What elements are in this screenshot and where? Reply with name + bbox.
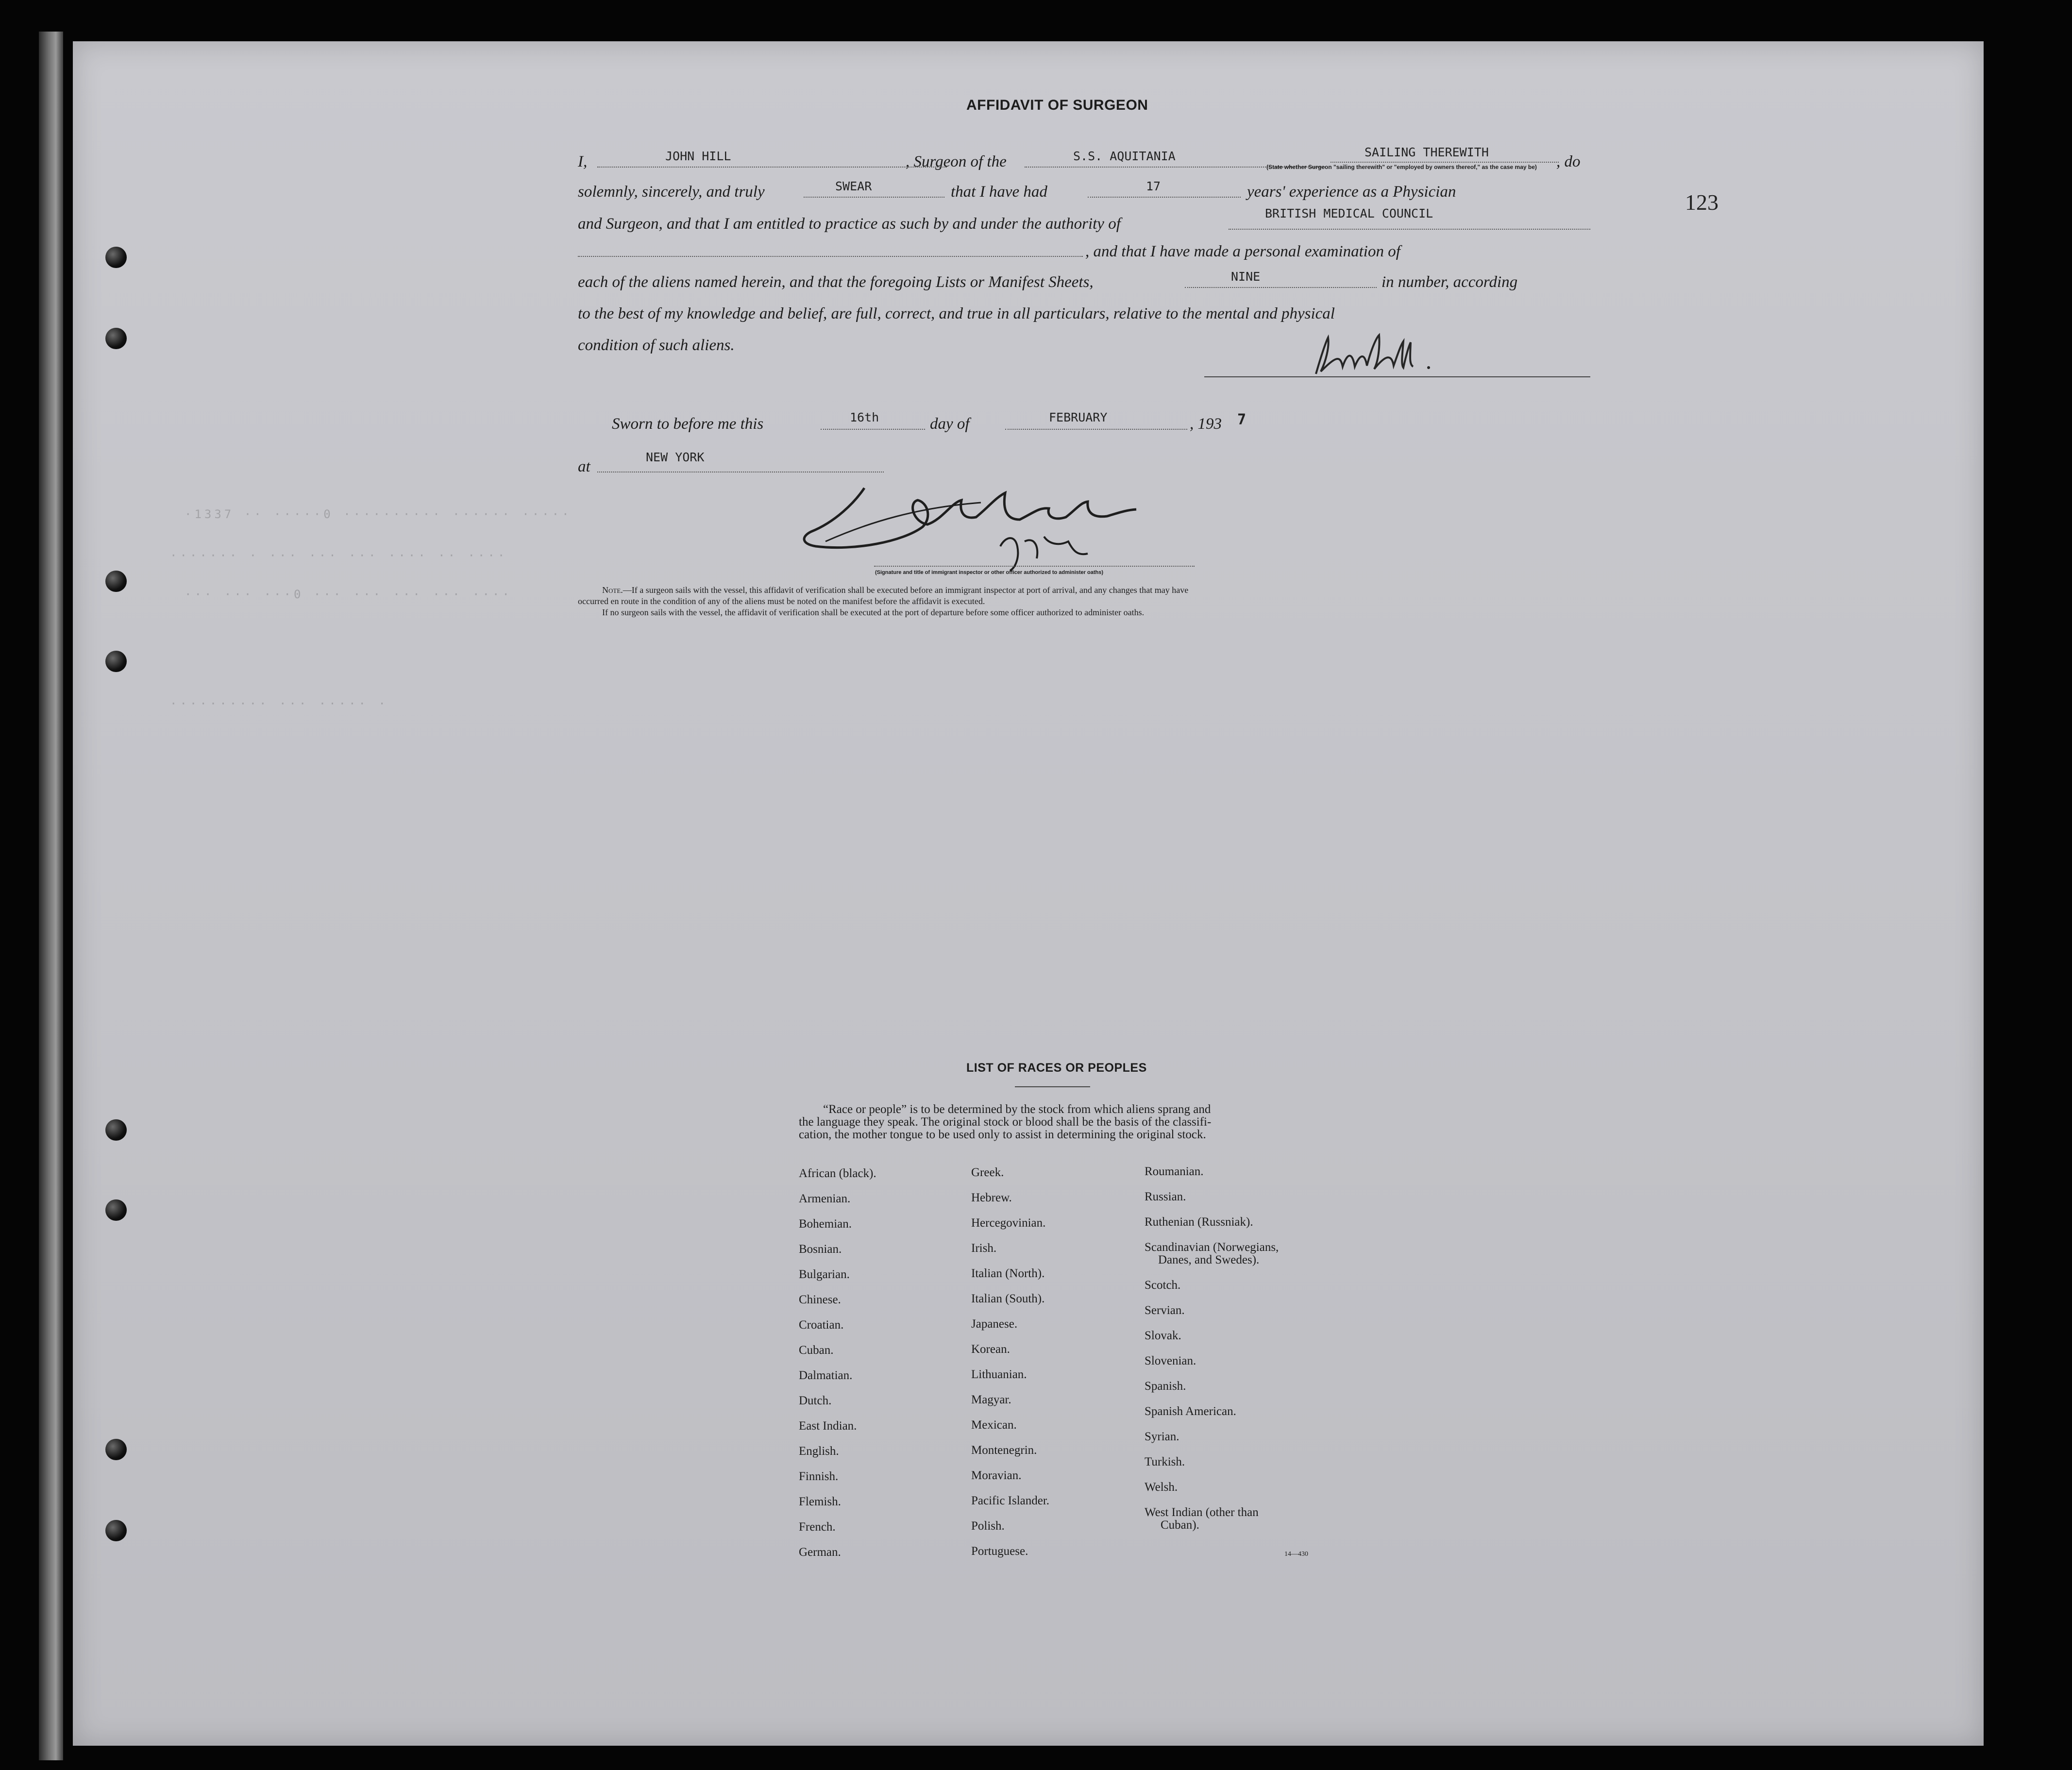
line4-text: , and that I have made a personal examination of bbox=[1085, 243, 1400, 260]
race-entry: Greek. bbox=[971, 1166, 1004, 1179]
sworn-month-field bbox=[1005, 429, 1187, 430]
race-entry: Slovenian. bbox=[1145, 1354, 1196, 1367]
line1-suffix: , do bbox=[1556, 153, 1581, 170]
race-entry: Portuguese. bbox=[971, 1545, 1028, 1558]
at-place-value: NEW YORK bbox=[646, 450, 705, 464]
oath-field bbox=[804, 197, 944, 198]
race-entry: Turkish. bbox=[1145, 1455, 1185, 1468]
race-entry: Syrian. bbox=[1145, 1430, 1179, 1443]
bleed-through-text: ·········· ··· ····· · bbox=[170, 697, 388, 710]
note-text3: If no surgeon sails with the vessel, the affidavit of verification shall be executed at the port of departure before some officer authorized to administer oaths. bbox=[602, 607, 1145, 617]
race-entry: Spanish American. bbox=[1145, 1405, 1236, 1418]
race-entry: Scotch. bbox=[1145, 1279, 1181, 1292]
race-entry: Irish. bbox=[971, 1242, 997, 1255]
form-number: 14—430 bbox=[1284, 1551, 1308, 1558]
race-entry: Cuban. bbox=[799, 1344, 834, 1357]
sworn-day-value: 16th bbox=[850, 410, 879, 424]
race-entry: German. bbox=[799, 1546, 841, 1559]
inspector-caption: (Signature and title of immigrant inspector or other officer authorized to administer oaths) bbox=[875, 570, 1103, 575]
race-entry: Scandinavian (Norwegians, bbox=[1145, 1241, 1279, 1254]
race-entry: Slovak. bbox=[1145, 1329, 1181, 1342]
race-entry: Mexican. bbox=[971, 1418, 1017, 1432]
race-entry: Spanish. bbox=[1145, 1380, 1186, 1393]
bleed-through-text: ··· ··· ···0 ··· ··· ··· ··· ···· bbox=[185, 588, 512, 601]
line2-prefix: solemnly, sincerely, and truly bbox=[578, 183, 765, 201]
sworn-year-prefix: , 193 bbox=[1190, 415, 1222, 433]
inspector-signature-line bbox=[874, 566, 1195, 567]
race-entry: Bohemian. bbox=[799, 1217, 852, 1231]
status-field bbox=[1331, 162, 1559, 163]
race-entry: Pacific Islander. bbox=[971, 1494, 1050, 1507]
status-value: SAILING THEREWITH bbox=[1364, 145, 1489, 159]
years-value: 17 bbox=[1146, 179, 1161, 193]
sheets-field bbox=[1185, 287, 1377, 288]
race-entry: Dalmatian. bbox=[799, 1369, 853, 1382]
race-entry: Bulgarian. bbox=[799, 1268, 850, 1281]
line5-suffix: in number, according bbox=[1381, 273, 1518, 291]
surgeon-name-value: JOHN HILL bbox=[665, 149, 731, 163]
races-title: LIST OF RACES OR PEOPLES bbox=[966, 1061, 1147, 1075]
race-entry: Magyar. bbox=[971, 1393, 1011, 1406]
years-field bbox=[1088, 197, 1241, 198]
line1-prefix: I, bbox=[578, 153, 588, 170]
binder-hole bbox=[105, 247, 127, 268]
races-intro-line1: “Race or people” is to be determined by the stock from which aliens sprang and bbox=[823, 1103, 1211, 1116]
race-entry: Montenegrin. bbox=[971, 1444, 1037, 1457]
authority-value: BRITISH MEDICAL COUNCIL bbox=[1265, 206, 1433, 220]
race-entry: Danes, and Swedes). bbox=[1158, 1253, 1260, 1266]
race-entry: Dutch. bbox=[799, 1394, 832, 1407]
sworn-month-value: FEBRUARY bbox=[1049, 410, 1108, 424]
authority-continued-field bbox=[578, 256, 1083, 257]
oath-value: SWEAR bbox=[835, 179, 872, 193]
race-entry: Hebrew. bbox=[971, 1191, 1012, 1204]
race-entry: Lithuanian. bbox=[971, 1368, 1027, 1381]
race-entry: Chinese. bbox=[799, 1293, 841, 1306]
races-intro-line3: cation, the mother tongue to be used only to assist in determining the original stock. bbox=[799, 1128, 1206, 1141]
surgeon-signature bbox=[1306, 328, 1432, 381]
authority-field bbox=[1229, 229, 1590, 230]
race-entry: Hercegovinian. bbox=[971, 1216, 1046, 1230]
sworn-day-label: day of bbox=[930, 415, 970, 433]
race-entry: Welsh. bbox=[1145, 1481, 1178, 1494]
race-entry: Ruthenian (Russniak). bbox=[1145, 1215, 1253, 1229]
binder-hole bbox=[105, 571, 127, 592]
sworn-day-field bbox=[821, 429, 925, 430]
binder-hole bbox=[105, 1439, 127, 1460]
binder-hole bbox=[105, 651, 127, 672]
race-entry: Italian (North). bbox=[971, 1267, 1045, 1280]
affidavit-title: AFFIDAVIT OF SURGEON bbox=[966, 97, 1148, 113]
race-entry: Korean. bbox=[971, 1343, 1010, 1356]
race-entry: Moravian. bbox=[971, 1469, 1022, 1482]
race-entry: English. bbox=[799, 1445, 839, 1458]
races-intro-line2: the language they speak. The original stock or blood shall be the basis of the classifi- bbox=[799, 1115, 1212, 1129]
page-number: 123 bbox=[1685, 190, 1718, 215]
binder-hole bbox=[105, 1199, 127, 1221]
surgeon-name-field bbox=[597, 167, 947, 168]
at-label: at bbox=[578, 458, 590, 475]
race-entry: Japanese. bbox=[971, 1317, 1018, 1331]
race-entry: West Indian (other than bbox=[1145, 1506, 1259, 1519]
race-entry: Flemish. bbox=[799, 1495, 841, 1508]
bleed-through-text: ······· · ··· ··· ··· ···· ·· ···· bbox=[170, 549, 508, 562]
note-text2: occurred en route in the condition of any of the aliens must be noted on the manifest before the affidavit is executed. bbox=[578, 596, 985, 606]
binder-hole bbox=[105, 1119, 127, 1141]
race-entry: Croatian. bbox=[799, 1318, 844, 1332]
race-entry: Russian. bbox=[1145, 1190, 1186, 1203]
note-label: Note. bbox=[602, 585, 623, 595]
line1-mid: , Surgeon of the bbox=[906, 153, 1007, 170]
race-entry: Polish. bbox=[971, 1519, 1005, 1533]
line5-prefix: each of the aliens named herein, and that the foregoing Lists or Manifest Sheets, bbox=[578, 273, 1094, 291]
line2-suffix: years' experience as a Physician bbox=[1247, 183, 1456, 201]
race-entry: Roumanian. bbox=[1145, 1165, 1204, 1178]
status-note: (State whether Surgeon "sailing therewith" or "employed by owners thereof," as the case may be) bbox=[1266, 164, 1537, 170]
race-entry: Finnish. bbox=[799, 1470, 839, 1483]
line3-text: and Surgeon, and that I am entitled to practice as such by and under the authority of bbox=[578, 215, 1121, 233]
races-title-rule bbox=[1015, 1086, 1090, 1087]
line6-text: to the best of my knowledge and belief, are full, correct, and true in all particulars, relative to the mental and physical bbox=[578, 305, 1335, 322]
vessel-value: S.S. AQUITANIA bbox=[1073, 149, 1176, 163]
inspector-signature bbox=[796, 473, 1146, 575]
binder-hole bbox=[105, 328, 127, 349]
race-entry: Bosnian. bbox=[799, 1243, 842, 1256]
race-entry: Servian. bbox=[1145, 1304, 1185, 1317]
sheets-value: NINE bbox=[1231, 270, 1261, 284]
race-entry: French. bbox=[799, 1520, 836, 1534]
sworn-prefix: Sworn to before me this bbox=[612, 415, 764, 433]
race-entry: Cuban). bbox=[1161, 1518, 1199, 1532]
bleed-through-text: ·1337 ·· ·····0 ·········· ······ ····· bbox=[185, 507, 572, 521]
document-page bbox=[73, 41, 1984, 1746]
line2-mid: that I have had bbox=[951, 183, 1047, 201]
note-line1 bbox=[602, 585, 1188, 595]
sworn-year-digit: 7 bbox=[1237, 411, 1247, 428]
race-entry: African (black). bbox=[799, 1167, 876, 1180]
race-entry: Italian (South). bbox=[971, 1292, 1045, 1305]
note-text1: —If a surgeon sails with the vessel, this affidavit of verification shall be executed before an immigrant inspector at port of arrival, and any changes that may have bbox=[623, 585, 1189, 595]
line7-text: condition of such aliens. bbox=[578, 337, 735, 354]
race-entry: East Indian. bbox=[799, 1419, 857, 1433]
binder-hole bbox=[105, 1520, 127, 1541]
race-entry: Armenian. bbox=[799, 1192, 851, 1205]
